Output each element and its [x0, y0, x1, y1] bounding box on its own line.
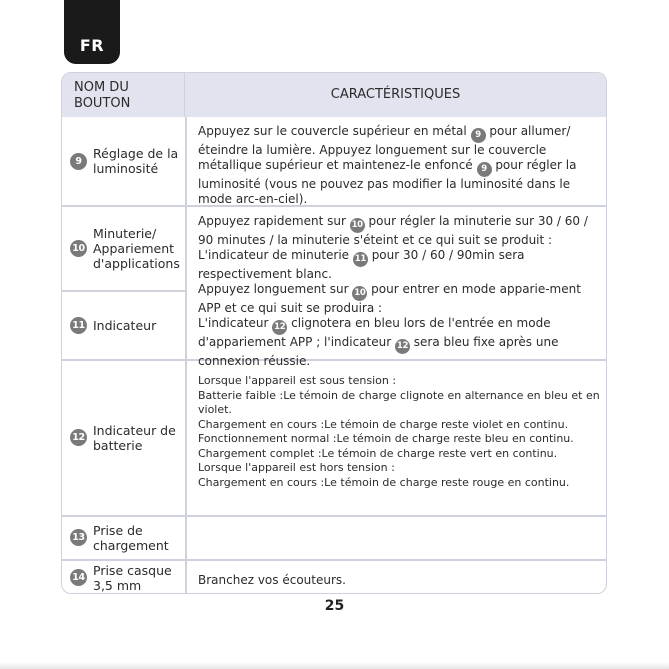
page-edge: [0, 662, 669, 669]
description-line: Chargement complet :Le témoin de charge reste vert en continu.: [198, 446, 558, 460]
table-header: [62, 73, 606, 117]
header-cell-features: [185, 73, 606, 117]
description-paragraph: [198, 316, 603, 369]
table-row-description: [198, 374, 603, 490]
number-badge: 10: [70, 240, 87, 257]
description-line: Chargement en cours :Le témoin de charge reste rouge en continu.: [198, 475, 570, 489]
number-badge: 9: [471, 128, 486, 143]
description-text: pour allumer/éteindre la lumière. Appuyez longuement sur le couvercle métallique supérieur et maintenez-le enfoncé: [198, 124, 571, 172]
number-badge: 10: [350, 218, 365, 233]
button-name: Indicateur: [93, 317, 157, 333]
number-badge: 13: [70, 529, 87, 546]
description-line: Lorsque l'appareil est sous tension :: [198, 374, 397, 387]
description-text: sera bleu fixe après une connexion réussie.: [198, 335, 559, 368]
header-name-label: NOM DU BOUTON: [74, 80, 131, 111]
description-text: pour régler la minuterie sur 30 / 60 / 90 minutes / la minuterie s'éteint et ce qui suit se produit : L'indicateur de minuterie: [198, 214, 588, 262]
table-row-name: [62, 516, 185, 559]
description-text: pour régler la luminosité (vous ne pouvez pas modifier la luminosité dans le mode arc-en-ciel).: [198, 158, 577, 206]
merged-description: [198, 214, 603, 369]
number-badge: 9: [70, 153, 87, 170]
button-name: Prise de chargement: [93, 522, 169, 553]
description-text: Branchez vos écouteurs.: [198, 573, 346, 587]
description-line: Fonctionnement normal :Le témoin de charge reste bleu en continu.: [198, 432, 574, 445]
table-row-name: [62, 117, 185, 205]
column-divider: [185, 117, 187, 593]
table-row-name: [62, 206, 185, 290]
button-name: Réglage de la luminosité: [93, 146, 179, 176]
header-features-label: CARACTÉRISTIQUES: [330, 87, 461, 102]
button-name: Prise casque 3,5 mm: [93, 562, 172, 593]
description-text: Appuyez sur le couvercle supérieur en métal: [198, 124, 471, 138]
description-line: Batterie faible :Le témoin de charge clignote en alternance en bleu et en violet.: [198, 388, 600, 416]
button-name: Indicateur de batterie: [93, 422, 176, 453]
header-cell-name: [62, 73, 185, 117]
button-features-table: [61, 72, 607, 594]
description-text: pour entrer en mode apparie-ment APP et ce qui suit se produira :: [198, 282, 581, 315]
number-badge: 11: [353, 252, 368, 267]
language-tab: [64, 0, 120, 64]
number-badge: 14: [70, 569, 87, 586]
description-text: Appuyez longuement sur: [198, 282, 353, 296]
page-number: 25: [324, 598, 345, 614]
button-name: Minuterie/ Appariement d'applications: [93, 225, 180, 271]
description-paragraph: [198, 214, 603, 282]
table-row-description: [198, 573, 603, 588]
description-line: Chargement en cours :Le témoin de charge reste violet en continu.: [198, 417, 569, 431]
number-badge: 10: [352, 286, 367, 301]
description-text: clignotera en bleu lors de l'entrée en mode d'appariement APP ; l'indicateur: [198, 316, 551, 349]
number-badge: 9: [477, 162, 492, 177]
description-line: Lorsque l'appareil est hors tension :: [198, 461, 395, 474]
table-row-name: [62, 360, 185, 515]
description-paragraph: [198, 282, 603, 316]
description-text: Appuyez rapidement sur: [198, 214, 350, 228]
number-badge: 12: [272, 320, 287, 335]
description-text: L'indicateur: [198, 316, 273, 330]
table-row-description: [198, 124, 603, 207]
table-row-name: [62, 291, 185, 359]
number-badge: 12: [395, 339, 410, 354]
number-badge: 11: [70, 317, 87, 334]
description-text: pour 30 / 60 / 90min sera respectivement blanc.: [198, 248, 525, 281]
table-row-name: [62, 560, 185, 594]
number-badge: 12: [70, 429, 87, 446]
language-label: FR: [79, 36, 105, 55]
